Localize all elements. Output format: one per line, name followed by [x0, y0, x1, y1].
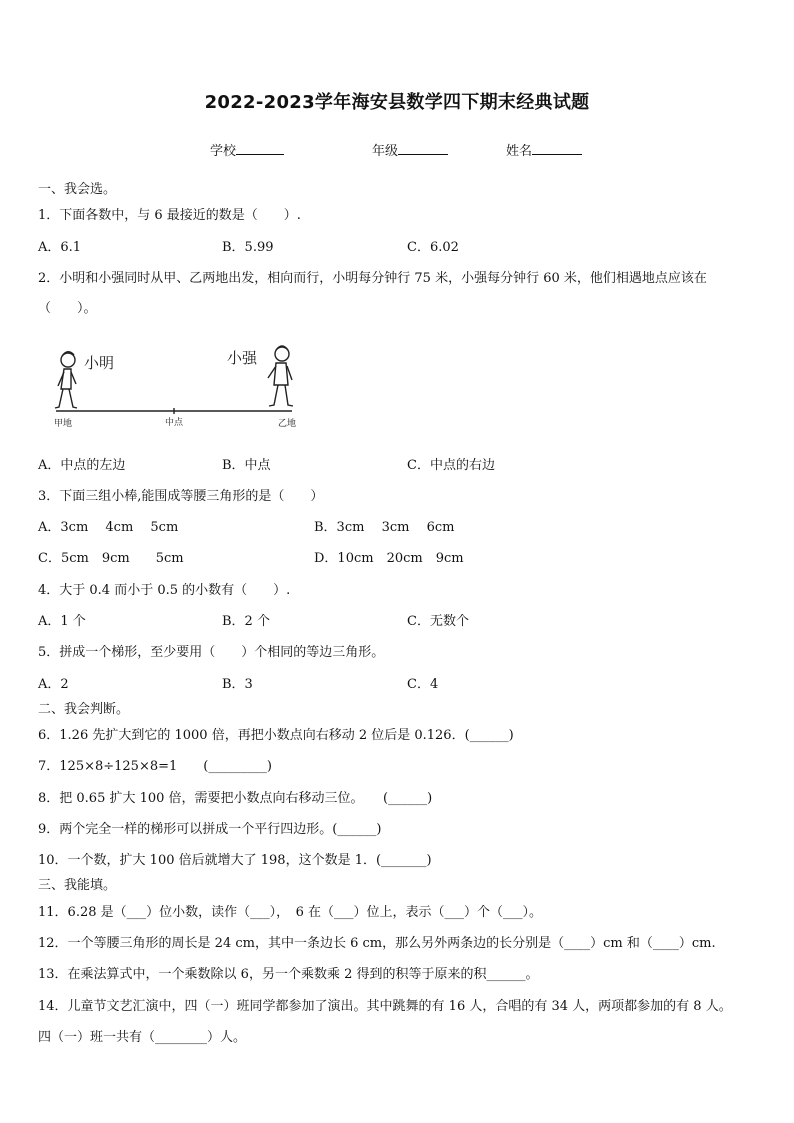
question-11[interactable]: 11．6.28 是（___）位小数，读作（___）， 6 在（___）位上，表示（___）个（___）。: [38, 905, 543, 920]
xiaoming-figure: [55, 352, 77, 408]
question-7[interactable]: 7．125×8÷125×8=1 (_________): [38, 759, 272, 774]
name-label: 姓名: [506, 144, 533, 159]
question-5-option-b[interactable]: B．3: [222, 677, 253, 692]
midpoint-label: 中点: [165, 418, 184, 428]
question-2-stem-line1: 2．小明和小强同时从甲、乙两地出发，相向而行，小明每分钟行 75 米，小强每分钟行 60 米，他们相遇地点应该在: [38, 271, 707, 286]
question-1-option-b[interactable]: B．5.99: [222, 240, 274, 255]
question-3-option-b[interactable]: B．3cm 3cm 6cm: [314, 520, 455, 535]
question-14-line1: 14．儿童节文艺汇演中，四（一）班同学都参加了演出。其中跳舞的有 16 人，合唱的有 34 人，两项都参加的有 8 人。: [38, 999, 732, 1014]
question-5-option-a[interactable]: A．2: [38, 677, 69, 692]
question-4-option-a[interactable]: A．1 个: [38, 614, 86, 629]
name-field[interactable]: [506, 140, 582, 159]
question-8[interactable]: 8．把 0.65 扩大 100 倍，需要把小数点向右移动三位。 (______): [38, 791, 433, 806]
question-6[interactable]: 6．1.26 先扩大到它的 1000 倍，再把小数点向右移动 2 位后是 0.126．(______): [38, 728, 514, 743]
question-2-stem-line2: （ ）。: [38, 301, 97, 316]
xiaoming-label: 小明: [84, 354, 115, 372]
question-2-option-c[interactable]: C．中点的右边: [407, 458, 495, 473]
question-13[interactable]: 13．在乘法算式中，一个乘数除以 6，另一个乘数乘 2 得到的积等于原来的积______。: [38, 967, 539, 982]
section-2-heading: 二、我会判断。: [38, 702, 130, 717]
xiaoqiang-label: 小强: [227, 349, 258, 367]
question-10[interactable]: 10．一个数，扩大 100 倍后就增大了 198，这个数是 1．(_______): [38, 853, 432, 868]
question-4-stem: 4．大于 0.4 而小于 0.5 的小数有（ ）.: [38, 583, 291, 598]
question-5-stem: 5．拼成一个梯形，至少要用（ ）个相同的等边三角形。: [38, 645, 385, 660]
xiaoqiang-figure: [268, 346, 293, 406]
question-4-option-c[interactable]: C．无数个: [407, 614, 469, 629]
page-title: 2022-2023学年海安县数学四下期末经典试题: [204, 92, 590, 113]
yi-di-label: 乙地: [278, 419, 297, 429]
school-label: 学校: [210, 144, 237, 159]
question-14-line2[interactable]: 四（一）班一共有（________）人。: [38, 1030, 247, 1045]
meeting-point-illustration: [44, 338, 304, 430]
grade-label: 年级: [372, 144, 399, 159]
question-5-option-c[interactable]: C．4: [407, 677, 439, 692]
question-1-option-a[interactable]: A．6.1: [38, 240, 82, 255]
name-blank[interactable]: [532, 142, 582, 155]
question-3-stem: 3．下面三组小棒,能围成等腰三角形的是（ ）: [38, 489, 324, 504]
question-9[interactable]: 9．两个完全一样的梯形可以拼成一个平行四边形。(______): [38, 822, 382, 837]
school-blank[interactable]: [236, 142, 284, 155]
school-field[interactable]: [210, 140, 284, 159]
question-2-option-b[interactable]: B．中点: [222, 458, 271, 473]
question-12[interactable]: 12．一个等腰三角形的周长是 24 cm，其中一条边长 6 cm，那么另外两条边的长分别是（____）cm 和（____）cm.: [38, 936, 716, 951]
grade-blank[interactable]: [398, 142, 448, 155]
jia-di-label: 甲地: [54, 419, 73, 429]
section-3-heading: 三、我能填。: [38, 878, 117, 893]
question-1-option-c[interactable]: C．6.02: [407, 240, 459, 255]
question-3-option-c[interactable]: C．5cm 9cm 5cm: [38, 551, 184, 566]
question-2-option-a[interactable]: A．中点的左边: [38, 458, 126, 473]
question-3-option-d[interactable]: D．10cm 20cm 9cm: [314, 551, 464, 566]
question-1-stem: 1．下面各数中，与 6 最接近的数是（ ）.: [38, 208, 301, 223]
question-3-option-a[interactable]: A．3cm 4cm 5cm: [38, 520, 179, 535]
section-1-heading: 一、我会选。: [38, 182, 117, 197]
question-4-option-b[interactable]: B．2 个: [222, 614, 270, 629]
grade-field[interactable]: [372, 140, 448, 159]
